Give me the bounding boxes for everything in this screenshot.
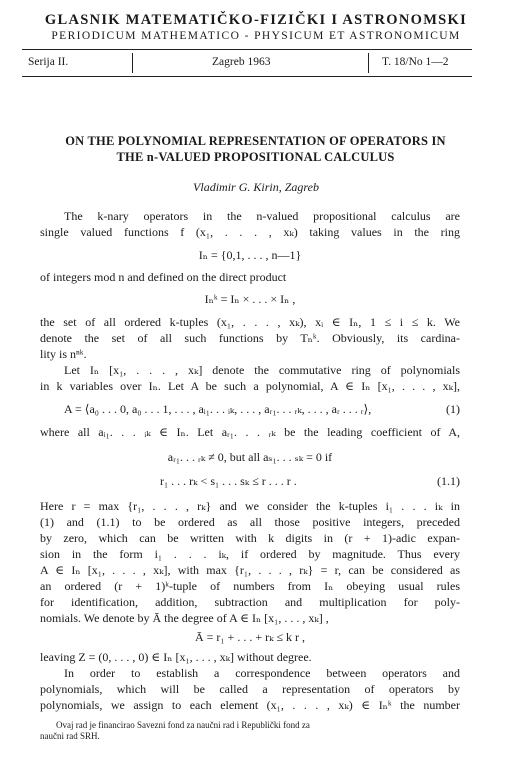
equation-degree: Ā = r₁ + . . . + rₖ ≤ k r , (194, 630, 306, 644)
article-author: Vladimir G. Kirin, Zagreb (193, 180, 319, 194)
body-line: of integers mod n and defined on the direct product (40, 270, 287, 284)
body-line: polynomials, we assign to each element (x₁, . . . , xₖ) ∈ Iₙᵏ the number (40, 698, 460, 712)
place-year: Zagreb 1963 (212, 56, 271, 68)
body-line: (1) and (1.1) to be ordered as all those positive integers, preceded (40, 515, 460, 529)
series-label: Serija II. (28, 56, 69, 68)
article-title-line: THE n-VALUED PROPOSITIONAL CALCULUS (116, 150, 395, 164)
divider (132, 53, 133, 73)
equation-ring: Iₙ = {0,1, . . . , n—1} (198, 248, 302, 262)
body-line: leaving Z = (0, . . . , 0) ∈ Iₙ [x₁, . . . , xₖ] without degree. (40, 650, 312, 664)
body-line: Let Iₙ [x₁, . . . , xₖ] denote the commutative ring of polynomials (64, 363, 460, 377)
body-line: lity is nⁿᵏ. (40, 347, 87, 361)
equation-text: r₁ . . . rₖ < s₁ . . . sₖ ≤ r . . . r . (160, 474, 297, 488)
journal-title: GLASNIK MATEMATIČKO-FIZIČKI I ASTRONOMSKI (44, 12, 468, 28)
article-title-line: ON THE POLYNOMIAL REPRESENTATION OF OPERATORS IN (65, 134, 446, 148)
journal-info-bar (22, 49, 472, 77)
body-line: in k variables over Iₙ. Let A be such a polynomial, A ∈ Iₙ [x₁, . . . , xₖ], (40, 379, 460, 393)
equation-leading: aᵣ₁. . . ᵣₖ ≠ 0, but all aₛ₁. . . ₛₖ = 0 if (167, 450, 333, 464)
article-title (28, 133, 483, 165)
body-line: A ∈ Iₙ [x₁, . . . , xₖ], with max {r₁, . . . , rₖ} = r, can be considered as (40, 563, 460, 577)
body-line: The k-nary operators in the n-valued propositional calculus are (64, 209, 460, 223)
equation-number: (1) (446, 402, 460, 416)
body-line: single valued functions f (x₁, . . . , xₖ) taking values in the ring (40, 225, 460, 239)
volume-label: T. 18/No 1—2 (382, 56, 449, 68)
body-line: denote the set of all such functions by Tₙᵏ. Obviously, its cardina- (40, 331, 460, 345)
equation-product: Iₙᵏ = Iₙ × . . . × Iₙ , (204, 292, 296, 306)
body-line: polynomials, which will be called a representation of operators by (40, 682, 460, 696)
equation-text: A = ⟨a₀ . . . 0, a₀ . . . 1, . . . , aᵢ₁. . . ᵢₖ, . . . , aᵣ₁. . . ᵣₖ, . . . , aᵣ . . . ᵣ⟩, (64, 402, 372, 416)
body-line: an ordered (r + 1)ᵏ-tuple of numbers from Iₙ obeying usual rules (40, 579, 460, 593)
body-line: In order to establish a correspondence between operators and (64, 666, 460, 680)
body-line: for identification, addition, subtraction and multiplication for poly- (40, 595, 460, 609)
journal-subtitle: PERIODICUM MATHEMATICO - PHYSICUM ET ASTRONOMICUM (51, 30, 461, 42)
body-line: by zero, which can be written with k digits in (r + 1)-adic expan- (40, 531, 460, 545)
equation-number: (1.1) (437, 474, 460, 488)
body-line: nomials. We denote by Ā the degree of A ∈ Iₙ [x₁, . . . , xₖ] , (40, 611, 329, 625)
equation-1-1 (40, 474, 460, 490)
body-line: sion in the form i₁ . . . iₖ, if ordered by magnitude. Thus every (40, 547, 460, 561)
body-line: Here r = max {r₁, . . . , rₖ} and we consider the k-tuples i₁ . . . iₖ in (40, 499, 460, 513)
divider (368, 53, 369, 73)
footnote-line: naučni rad SRH. (40, 731, 100, 741)
body-line: the set of all ordered k-tuples (x₁, . . . , xₖ), xᵢ ∈ Iₙ, 1 ≤ i ≤ k. We (40, 315, 460, 329)
equation-1 (40, 402, 460, 418)
footnote (40, 720, 460, 742)
footnote-line: Ovaj rad je financirao Savezni fond za naučni rad i Republički fond za (56, 720, 310, 730)
body-line: where all aᵢ₁. . . ᵢₖ ∈ Iₙ. Let aᵣ₁. . . ᵣₖ be the leading coefficient of A, (40, 425, 460, 439)
